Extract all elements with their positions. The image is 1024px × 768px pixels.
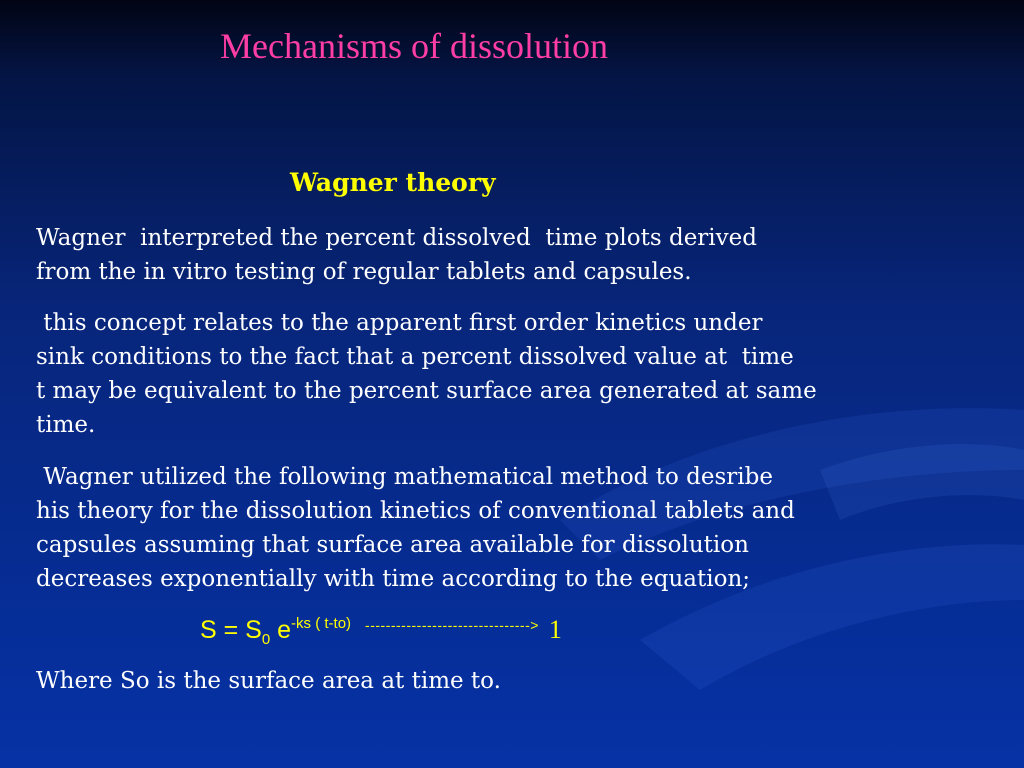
- paragraph-method: Wagner utilized the following mathematical method to desribe his theory for the dissolution kinetics of conventional tablets and capsules assuming that surface area available for dissolution decreases exponentially with time according to the equation;: [36, 464, 795, 592]
- section-heading: Wagner theory: [290, 168, 496, 197]
- equation-number: 1: [548, 615, 562, 644]
- equation-arrow: -------------------------------->: [365, 617, 539, 633]
- paragraph-definition: Where So is the surface area at time to.: [36, 668, 501, 694]
- equation: [200, 610, 562, 654]
- equation-subscript: 0: [261, 631, 271, 648]
- paragraph-concept: this concept relates to the apparent first order kinetics under sink conditions to the fact that a percent dissolved value at time t may be equivalent to the percent surface area generated at same time.: [36, 310, 817, 438]
- paragraph-intro: Wagner interpreted the percent dissolved time plots derived from the in vitro testing of regular tablets and capsules.: [36, 225, 757, 285]
- equation-base: e: [270, 616, 292, 644]
- equation-exponent: -ks ( t-to): [291, 615, 352, 632]
- equation-lhs: S = S: [200, 616, 262, 644]
- slide-title: Mechanisms of dissolution: [220, 26, 608, 66]
